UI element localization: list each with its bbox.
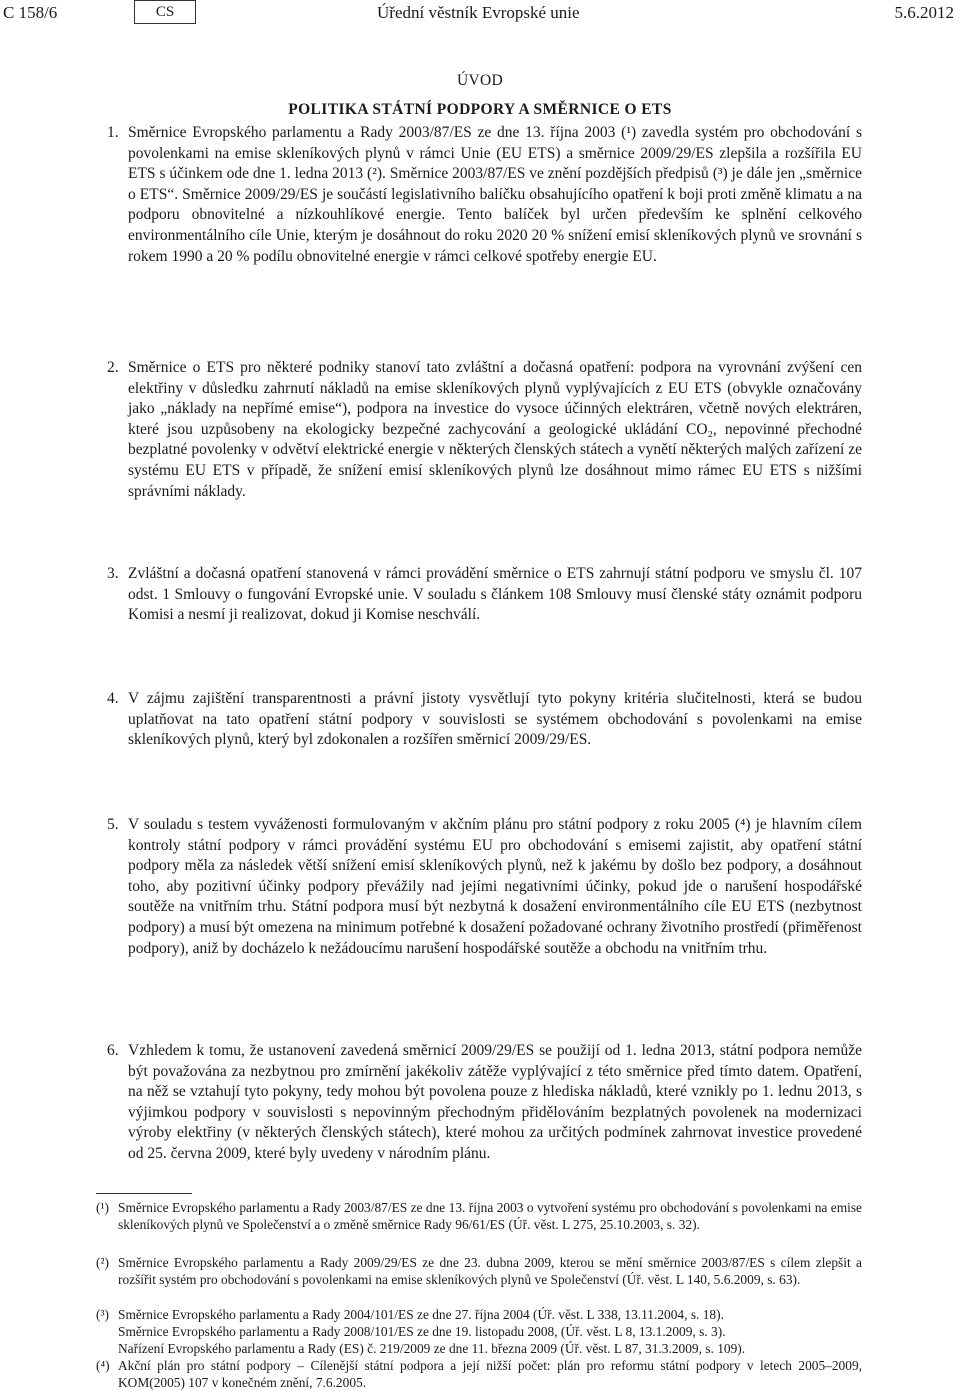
footnote-3 bbox=[96, 1306, 862, 1357]
footnote-2 bbox=[96, 1254, 862, 1288]
footnote-text: Směrnice Evropského parlamentu a Rady 2009/29/ES ze dne 23. dubna 2009, kterou se mění směrnice 2003/87/ES s cílem zlepšit a rozšířit systém pro obchodování s povolenkami na emise skleníkových plynů ve Společenství (Úř. věst. L 140, 5.6.2009, s. 63). bbox=[118, 1255, 862, 1288]
paragraph-number: 6. bbox=[107, 1042, 119, 1059]
footnote-number: (²) bbox=[96, 1255, 109, 1270]
footnote-number: (¹) bbox=[96, 1200, 109, 1215]
footnote-text: Směrnice Evropského parlamentu a Rady 2003/87/ES ze dne 13. října 2003 o vytvoření systému pro obchodování s povolenkami na emise skleníkových plynů ve Společenství a o změně směrnice Rady 96/61/ES (Úř. věst. L 275, 25.10.2003, s. 32). bbox=[118, 1200, 862, 1233]
paragraph-number: 5. bbox=[107, 816, 119, 833]
intro-heading: ÚVOD bbox=[457, 72, 503, 89]
paragraph-1 bbox=[107, 123, 862, 267]
footnote-4 bbox=[96, 1357, 862, 1391]
footnote-number: (⁴) bbox=[96, 1358, 110, 1373]
page-number: C 158/6 bbox=[3, 3, 58, 22]
paragraph-4 bbox=[107, 689, 862, 751]
section-heading: POLITIKA STÁTNÍ PODPORY A SMĚRNICE O ETS bbox=[288, 101, 672, 118]
footnote-divider bbox=[96, 1193, 192, 1194]
journal-title: Úřední věstník Evropské unie bbox=[377, 3, 580, 22]
footnote-number: (³) bbox=[96, 1307, 109, 1322]
footnote-text: Směrnice Evropského parlamentu a Rady 2008/101/ES ze dne 19. listopadu 2008, (Úř. věst. L 8, 13.1.2009, s. 3). bbox=[118, 1324, 726, 1340]
paragraph-text: Směrnice Evropského parlamentu a Rady 2003/87/ES ze dne 13. října 2003 (¹) zavedla systém pro obchodování s povolenkami na emise skleníkových plynů v rámci Unie (EU ETS) a směrnice 2009/29/ES zlepšila a rozšířila EU ETS s účinkem ode dne 1. ledna 2013 (²). Směrnice 2003/87/ES ve znění pozdějších předpisů (³) je dále jen „směrnice o ETS“. Směrnice 2009/29/ES je součástí legislativního balíčku obsahujícího opatření k boji proti změně klimatu a na podporu obnovitelné a nízkouhlíkové energie. Tento balíček byl určen především ke splnění celkového environmentálního cíle Unie, kterým je dosáhnout do roku 2020 20 % snížení emisí skleníkových plynů ve srovnání s rokem 1990 a 20 % podílu obnovitelné energie v rámci celkové spotřeby energie EU. bbox=[128, 124, 862, 265]
paragraph-text: Vzhledem k tomu, že ustanovení zavedená směrnicí 2009/29/ES se použijí od 1. ledna 2013, státní podpora nemůže být považována za nezbytnou pro zmírnění jakékoliv zátěže vyplývající z této směrnice před tímto datem. Opatření, na něž se vztahují tyto pokyny, tedy mohou být povolena pouze z hlediska nákladů, které vznikly po 1. lednu 2013, s výjimkou podpory v souvislosti s nepovinným přechodným přidělováním bezplatných povolenek na modernizaci výroby elektřiny (v některých členských státech), které mohou za určitých podmínek zahrnovat investice provedené od 25. června 2009, které byly uvedeny v národním plánu. bbox=[128, 1042, 862, 1162]
paragraph-3 bbox=[107, 564, 862, 626]
paragraph-number: 2. bbox=[107, 359, 119, 376]
paragraph-5 bbox=[107, 815, 862, 959]
footnote-text: Akční plán pro státní podpory – Cílenější státní podpora a její nižší počet: plán pro reformu státní podpory v letech 2005–2009, KOM(2005) 107 v konečném znění, 7.6.2005. bbox=[118, 1358, 862, 1391]
footnote-text: Směrnice Evropského parlamentu a Rady 2004/101/ES ze dne 27. října 2004 (Úř. věst. L 338, 13.11.2004, s. 18). bbox=[118, 1307, 724, 1322]
paragraph-text: V zájmu zajištění transparentnosti a právní jistoty vysvětlují tyto pokyny kritéria slučitelnosti, která se budou uplatňovat na tato opatření státní podpory v souvislosti se systémem obchodování s povolenkami na emise skleníkových plynů, který byl zdokonalen a rozšířen směrnicí 2009/29/ES. bbox=[128, 690, 862, 749]
paragraph-number: 3. bbox=[107, 565, 119, 582]
paragraph-number: 4. bbox=[107, 690, 119, 707]
paragraph-6 bbox=[107, 1041, 862, 1165]
paragraph-text: Směrnice o ETS pro některé podniky stanoví tato zvláštní a dočasná opatření: podpora na vyrovnání zvýšení cen elektřiny v důsledku zahrnutí nákladů na emise skleníkových plynů vyplývajících z EU ETS (obvykle označovány jako „náklady na nepřímé emise“), podpora na investice do vysoce účinných elektráren, včetně nových elektráren, které jsou uzpůsobeny na ekologicky bezpečné zachycování a geologické ukládání CO₂, nepovinné přechodné bezplatné povolenky v odvětví elektrické energie v některých členských státech a vynětí některých malých zařízení ze systému EU ETS v případě, že snížení emisí skleníkových plynů lze dosáhnout mimo rámec EU ETS s nižšími správními náklady. bbox=[128, 359, 862, 500]
language-badge: CS bbox=[134, 0, 196, 24]
paragraph-text: Zvláštní a dočasná opatření stanovená v rámci provádění směrnice o ETS zahrnují státní podporu ve smyslu čl. 107 odst. 1 Smlouvy o fungování Evropské unie. V souladu s článkem 108 Smlouvy musí členské státy oznámit podporu Komisi a nesmí ji realizovat, dokud ji Komise neschválí. bbox=[128, 565, 862, 624]
footnote-1 bbox=[96, 1199, 862, 1233]
paragraph-text: V souladu s testem vyváženosti formulovaným v akčním plánu pro státní podpory z roku 2005 (⁴) je hlavním cílem kontroly státní podpory v rámci provádění systému EU pro obchodování s emisemi zajistit, aby opatření státní podpory měla za následek větší snížení emisí skleníkových plynů, než k jakému by došlo bez podpory, a dosáhnout toho, aby pozitivní účinky podpory převážily nad jejími negativními účinky, pokud jde o narušení hospodářské soutěže na vnitřním trhu. Státní podpora musí být nezbytná k dosažení environmentálního cíle EU ETS (nezbytnost podpory) a musí být omezena na minimum potřebné k dosažení požadované ochrany životního prostředí (přiměřenost podpory), aniž by docházelo k nežádoucímu narušení hospodářské soutěže a obchodu na vnitřním trhu. bbox=[128, 816, 862, 957]
paragraph-2 bbox=[107, 358, 862, 502]
footnote-text: Nařízení Evropského parlamentu a Rady (ES) č. 219/2009 ze dne 11. března 2009 (Úř. věst. L 87, 31.3.2009, s. 109). bbox=[118, 1341, 746, 1357]
page-header bbox=[0, 3, 960, 31]
publication-date: 5.6.2012 bbox=[894, 3, 954, 22]
paragraph-number: 1. bbox=[107, 124, 119, 141]
